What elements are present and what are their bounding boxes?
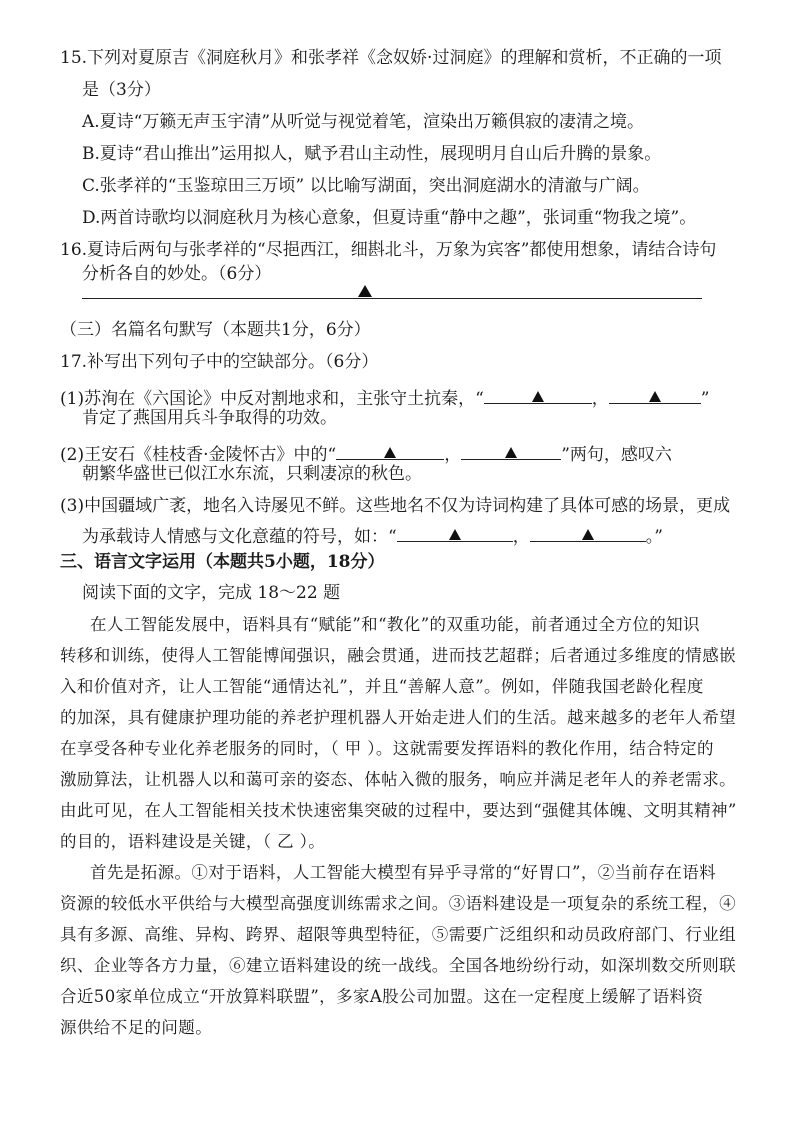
reading-instruction: 阅读下面的文字，完成 18～22 题 xyxy=(82,583,341,603)
q17-item1-blank-2[interactable] xyxy=(609,383,701,404)
q17-item3-end: 。” xyxy=(645,527,663,547)
passage-p2-line: 织、企业等各方力量，⑥建立语料建设的统一战线。全国各地纷纷行动，如深圳数交所则联 xyxy=(60,956,736,975)
q17-item3-separator: ， xyxy=(512,527,530,547)
q15-option-a: A.夏诗“万籁无声玉宇清”从听觉与视觉着笔，渲染出万籁俱寂的凄清之境。 xyxy=(82,112,645,132)
passage-p1-line: 的目的，语料建设是关键，（ 乙 ）。 xyxy=(60,832,326,851)
passage-p1-line: 激励算法，让机器人以和蔼可亲的姿态、体帖入微的服务，响应并满足老年人的养老需求。 xyxy=(60,770,736,789)
q15-option-d: D.两首诗歌均以洞庭秋月为核心意象，但夏诗重“静中之趣”，张词重“物我之境”。 xyxy=(82,208,697,228)
q17-item1-blank-1[interactable] xyxy=(484,383,592,404)
q17-item3-blank-2[interactable] xyxy=(530,521,646,542)
passage-p1-line: 转移和训练，使得人工智能博闻强识，融会贯通，进而技艺超群；后者通过多维度的情感嵌 xyxy=(60,646,736,665)
q17-item2-line1 xyxy=(60,439,672,466)
answer-marker-icon xyxy=(358,285,372,297)
part-3-heading: 三、语言文字运用（本题共5小题，18分） xyxy=(60,552,385,572)
passage-p1-line: 的加深，具有健康护理功能的养老护理机器人开始走进人们的生活。越来越多的老年人希望 xyxy=(60,708,736,727)
q17-item2-line2: 朝繁华盛世已似江水东流，只剩凄凉的秋色。 xyxy=(82,464,422,484)
blank-marker-icon xyxy=(449,529,461,540)
passage-p1-line: 在人工智能发展中，语料具有“赋能”和“教化”的双重功能，前者通过全方位的知识 xyxy=(90,615,700,634)
section-3-heading: （三）名篇名句默写（本题共1分，6分） xyxy=(60,320,371,340)
q17-item2-blank-2[interactable] xyxy=(461,439,561,460)
q17-item1-end: ” xyxy=(700,389,710,409)
passage-p1-line: 在享受各种专业化养老服务的同时，（ 甲 ）。这就需要发挥语料的教化作用，结合特定的 xyxy=(60,739,714,758)
passage-p2-line: 合近50家单位成立“开放算料联盟”，多家A股公司加盟。这在一定程度上缓解了语料资 xyxy=(60,987,704,1006)
passage-p2-line: 具有多源、高维、异构、跨界、超限等典型特征，⑤需要广泛组织和动员政府部门、行业组 xyxy=(60,925,736,944)
q17-item1-text: (1)苏洵在《六国论》中反对割地求和，主张守土抗秦，“ xyxy=(60,389,484,409)
q17-stem: 17.补写出下列句子中的空缺部分。（6分） xyxy=(60,352,379,372)
q17-item2-blank-1[interactable] xyxy=(336,439,444,460)
blank-marker-icon xyxy=(649,391,661,402)
blank-marker-icon xyxy=(384,447,396,458)
q17-item2-separator: ， xyxy=(444,445,462,465)
q17-item3-line1: (3)中国疆域广袤，地名入诗屡见不鲜。这些地名不仅为诗词构建了具体可感的场景，更成 xyxy=(60,496,731,516)
q17-item1-separator: ， xyxy=(591,389,609,409)
passage-p2-line: 资源的较低水平供给与大模型高强度训练需求之间。③语料建设是一项复杂的系统工程，④ xyxy=(60,894,736,913)
q15-option-b: B.夏诗“君山推出”运用拟人，赋予君山主动性，展现明月自山后升腾的景象。 xyxy=(82,144,662,164)
q15-option-c: C.张孝祥的“玉鉴琼田三万顷” 以比喻写湖面，突出洞庭湖水的清澈与广阔。 xyxy=(82,176,650,196)
q17-item3-line2 xyxy=(82,521,663,548)
q16-stem-line1: 16.夏诗后两句与张孝祥的“尽挹西江，细斟北斗，万象为宾客”都使用想象，请结合诗句 xyxy=(60,240,717,260)
q16-stem-line2: 分析各自的妙处。（6分） xyxy=(82,264,272,284)
q17-item3-text: 为承载诗人情感与文化意蕴的符号，如：“ xyxy=(82,527,397,547)
q17-item1-line1 xyxy=(60,383,709,410)
blank-marker-icon xyxy=(505,447,517,458)
q17-item3-blank-1[interactable] xyxy=(397,521,513,542)
q17-item2-end: ”两句，感叹六 xyxy=(561,445,672,465)
passage-p1-line: 入和价值对齐，让人工智能“通情达礼”，并且“善解人意”。例如，伴随我国老龄化程度 xyxy=(60,677,704,696)
blank-marker-icon xyxy=(582,529,594,540)
passage-p1-line: 由此可见，在人工智能相关技术快速密集突破的过程中，要达到“强健其体魄、文明其精神” xyxy=(60,801,737,820)
blank-marker-icon xyxy=(532,391,544,402)
q15-stem-line1: 15.下列对夏原吉《洞庭秋月》和张孝祥《念奴娇·过洞庭》的理解和赏析，不正确的一项 xyxy=(60,48,722,68)
passage-p2-line: 源供给不足的问题。 xyxy=(60,1018,213,1037)
passage-p2-line: 首先是拓源。①对于语料，人工智能大模型有异乎寻常的“好胃口”，②当前存在语料 xyxy=(90,863,717,882)
q17-item2-text: (2)王安石《桂枝香·金陵怀古》中的“ xyxy=(60,445,337,465)
q15-stem-line2: 是（3分） xyxy=(82,80,161,100)
q16-answer-line[interactable] xyxy=(82,298,702,299)
q17-item1-line2: 肯定了燕国用兵斗争取得的功效。 xyxy=(82,408,337,428)
